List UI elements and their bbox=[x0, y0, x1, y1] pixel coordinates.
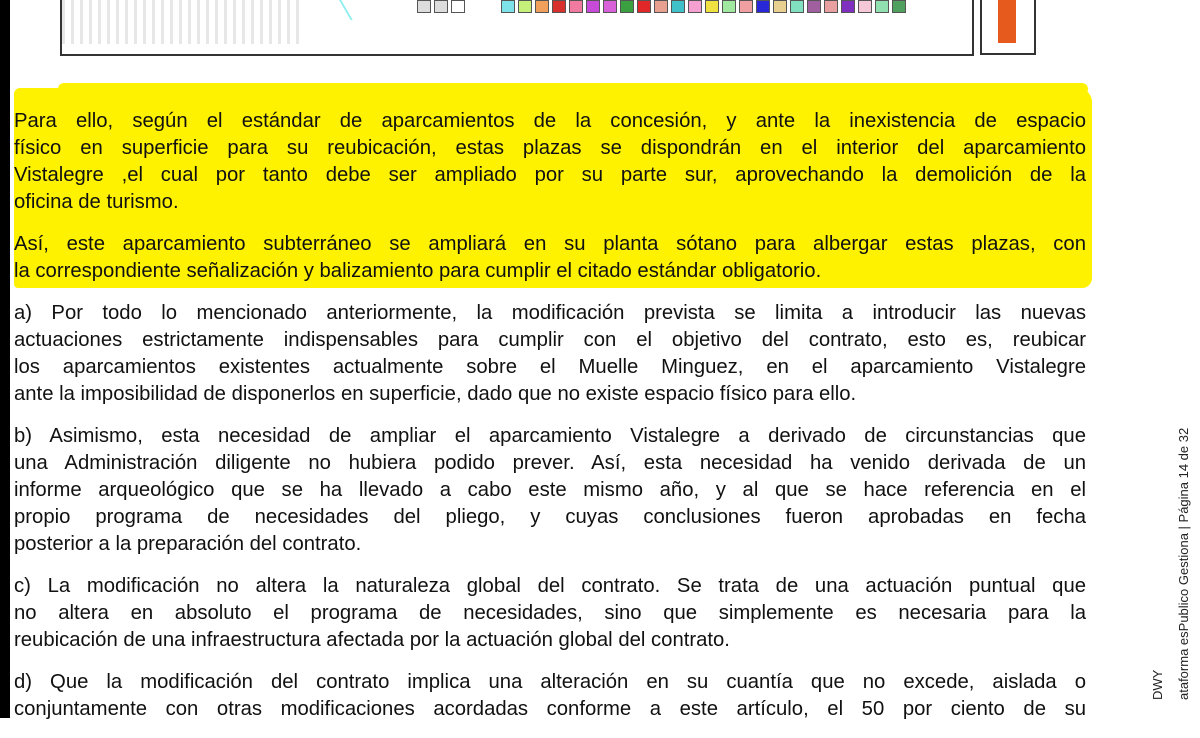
legend-swatch bbox=[739, 0, 753, 13]
map-legend bbox=[417, 0, 906, 13]
legend-swatch bbox=[688, 0, 702, 13]
text-line: posterior a la preparación del contrato. bbox=[14, 533, 362, 555]
legend-swatch bbox=[773, 0, 787, 13]
text-line: una Administración diligente no hubiera podido prever. Así, esta necesidad ha venido derivada de un bbox=[14, 452, 1086, 474]
legend-swatch bbox=[451, 0, 465, 13]
text-line: a) Por todo lo mencionado anteriormente, la modificación prevista se limita a introducir las nuevas bbox=[14, 302, 1086, 324]
map-plan bbox=[62, 0, 302, 44]
paragraph bbox=[14, 423, 1086, 558]
left-edge-bar bbox=[0, 0, 10, 718]
text-line: b) Asimismo, esta necesidad de ampliar el aparcamiento Vistalegre a derivado de circunstancias que bbox=[14, 425, 1086, 447]
legend-swatch bbox=[586, 0, 600, 13]
paragraph bbox=[14, 231, 1086, 285]
legend-swatch bbox=[552, 0, 566, 13]
text-line: los aparcamientos existentes actualmente sobre el Muelle Minguez, en el aparcamiento Vistalegre bbox=[14, 356, 1086, 378]
text-line: la correspondiente señalización y balizamiento para cumplir el citado estándar obligatorio. bbox=[14, 260, 822, 282]
text-line: d) Que la modificación del contrato implica una alteración en su cuantía que no excede, aislada o bbox=[14, 671, 1086, 693]
paragraph bbox=[14, 573, 1086, 654]
legend-swatch bbox=[417, 0, 431, 13]
text-line: oficina de turismo. bbox=[14, 191, 179, 213]
text-line: c) La modificación no altera la naturaleza global del contrato. Se trata de una actuación puntual que bbox=[14, 575, 1086, 597]
side-code: DWY bbox=[1150, 669, 1165, 700]
side-page-footer: ataforma esPublico Gestiona | Página 14 de 32 bbox=[1176, 427, 1191, 700]
legend-swatch bbox=[824, 0, 838, 13]
legend-swatch bbox=[654, 0, 668, 13]
legend-swatch bbox=[705, 0, 719, 13]
text-line: ante la imposibilidad de disponerlos en superficie, dado que no existe espacio físico para ello. bbox=[14, 383, 857, 405]
text-line: actuaciones estrictamente indispensables para cumplir con el objetivo del contrato, esto es, reubicar bbox=[14, 329, 1086, 351]
legend-swatch bbox=[807, 0, 821, 13]
text-line: informe arqueológico que se ha llevado a cabo este mismo año, y al que se hace referencia en el bbox=[14, 479, 1086, 501]
legend-swatch bbox=[518, 0, 532, 13]
text-line: Así, este aparcamiento subterráneo se ampliará en su planta sótano para albergar estas plazas, con bbox=[14, 233, 1086, 255]
legend-swatch bbox=[569, 0, 583, 13]
stamp-logo bbox=[980, 0, 1036, 55]
legend-swatch bbox=[875, 0, 889, 13]
text-line: físico en superficie para su reubicación, estas plazas se dispondrán en el interior del aparcamiento bbox=[14, 137, 1086, 159]
text-line: propio programa de necesidades del pliego, y cuyas conclusiones fueron aprobadas en fecha bbox=[14, 506, 1086, 528]
paragraph bbox=[14, 300, 1086, 408]
legend-swatch bbox=[637, 0, 651, 13]
text-line: no altera en absoluto el programa de necesidades, sino que simplemente es necesaria para la bbox=[14, 602, 1086, 624]
legend-swatch bbox=[603, 0, 617, 13]
legend-swatch bbox=[535, 0, 549, 13]
legend-swatch bbox=[671, 0, 685, 13]
document-body bbox=[14, 108, 1086, 738]
map-river bbox=[293, 0, 352, 20]
text-line: Para ello, según el estándar de aparcamientos de la concesión, y ante la inexistencia de espacio bbox=[14, 110, 1086, 132]
legend-swatch bbox=[790, 0, 804, 13]
legend-swatch bbox=[892, 0, 906, 13]
text-line: reubicación de una infraestructura afectada por la actuación global del contrato. bbox=[14, 629, 730, 651]
legend-swatch bbox=[858, 0, 872, 13]
legend-swatch bbox=[722, 0, 736, 13]
legend-swatch bbox=[434, 0, 448, 13]
text-line: Vistalegre ,el cual por tanto debe ser ampliado por su parte sur, aprovechando la demolición de la bbox=[14, 164, 1086, 186]
text-line: conjuntamente con otras modificaciones acordadas conforme a este artículo, el 50 por ciento de su bbox=[14, 698, 1086, 720]
paragraph bbox=[14, 669, 1086, 723]
legend-swatch bbox=[501, 0, 515, 13]
legend-swatch bbox=[620, 0, 634, 13]
map-figure bbox=[60, 0, 974, 56]
legend-swatch bbox=[841, 0, 855, 13]
legend-swatch bbox=[756, 0, 770, 13]
paragraph bbox=[14, 108, 1086, 216]
